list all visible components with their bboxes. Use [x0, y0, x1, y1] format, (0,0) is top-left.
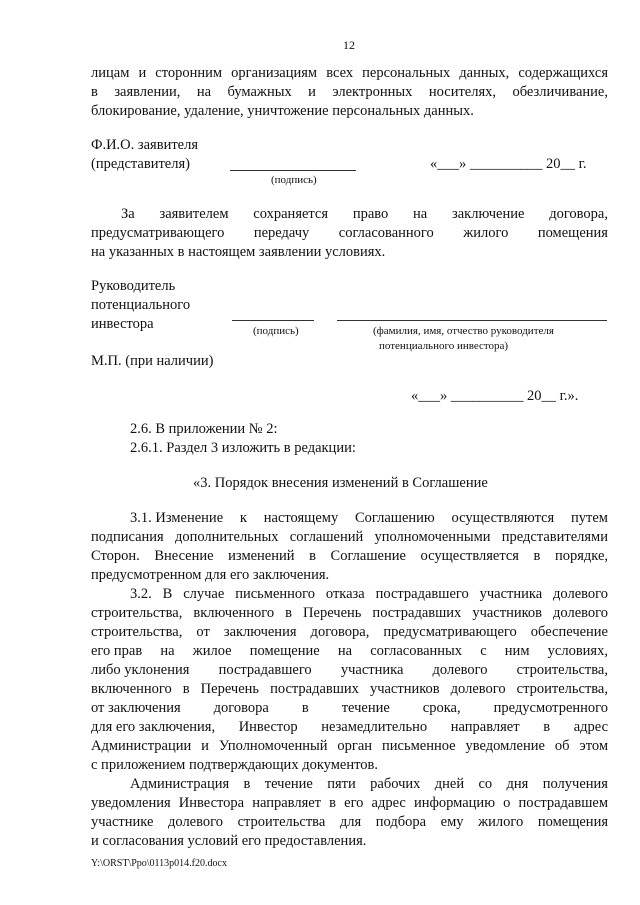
administration-line-4: и согласования условий его предоставления. — [91, 833, 367, 849]
word: участника — [340, 662, 404, 678]
clause-3-1-line-1 — [130, 509, 608, 528]
word: согласованного — [338, 225, 434, 241]
section-title: «3. Порядок внесения изменений в Соглашение — [193, 475, 488, 491]
clause-3-2-line-4 — [91, 642, 608, 661]
word: договора — [213, 700, 269, 716]
word: пяти — [327, 776, 356, 792]
word: осуществляются — [451, 510, 555, 526]
applicant-label-line-2: (представителя) — [91, 156, 190, 172]
investor-name-line — [337, 320, 607, 321]
investor-signature-line — [232, 320, 314, 321]
word: жилое — [192, 643, 232, 659]
investor-name-caption-2: потенциального инвестора) — [379, 340, 509, 352]
word: Инвестор — [238, 719, 298, 735]
word: течение — [264, 776, 313, 792]
word: помещение — [249, 643, 320, 659]
word: договора, — [549, 206, 608, 222]
word: строительства, — [516, 662, 608, 678]
word: настоящему — [263, 510, 339, 526]
word: в — [301, 700, 309, 716]
reservation-line-2 — [91, 224, 608, 243]
clause-3-2-line-10: с приложением подтверждающих документов. — [91, 757, 378, 773]
investor-label-line-2: потенциального — [91, 297, 191, 313]
clause-3-2-line-9: Администрации и Уполномоченный орган письменное уведомление об этом — [91, 738, 608, 754]
amendment-line-1: 2.6. В приложении № 2: — [130, 421, 278, 437]
applicant-label-line-1: Ф.И.О. заявителя — [91, 137, 199, 153]
word: рабочих — [370, 776, 421, 792]
word: направляет — [450, 719, 520, 735]
intro-line-3: блокирование, удаление, уничтожение персональных данных. — [91, 103, 474, 119]
word: долевого — [432, 662, 488, 678]
word: с — [480, 643, 487, 659]
word: помещения — [537, 225, 608, 241]
clause-3-2-line-8 — [91, 718, 608, 737]
administration-line-2: уведомления Инвестора направляет в его адрес информацию о пострадавшем — [91, 795, 608, 811]
administration-line-1 — [130, 775, 608, 794]
word: Администрация — [130, 776, 230, 792]
word: дня — [506, 776, 529, 792]
reservation-line-1 — [121, 205, 608, 224]
word: заключение — [452, 206, 525, 222]
word: дней — [434, 776, 465, 792]
word: 3.1. Изменение — [130, 510, 224, 526]
word: к — [239, 510, 247, 526]
applicant-signature-line — [230, 170, 356, 171]
word: ним — [504, 643, 530, 659]
word: течение — [341, 700, 390, 716]
word: адрес — [573, 719, 608, 735]
word: передачу — [253, 225, 310, 241]
clause-3-2-line-6: включенного в Перечень пострадавших участников долевого строительства, — [91, 681, 608, 697]
word: заявителем — [159, 206, 229, 222]
word: на — [160, 643, 175, 659]
clause-3-2-line-7 — [91, 699, 608, 718]
investor-label-line-3: инвестора — [91, 316, 154, 332]
footer-file-path: Y:\ORST\Ppo\0113p014.f20.docx — [91, 858, 227, 869]
word: в — [243, 776, 251, 792]
applicant-date: «___» __________ 20__ г. — [430, 156, 587, 172]
word: на — [413, 206, 428, 222]
investor-date: «___» __________ 20__ г.». — [411, 388, 579, 404]
clause-3-1-line-3: Сторон. Внесение изменений в Соглашение осуществляется в порядке, — [91, 548, 608, 564]
word: жилого — [463, 225, 509, 241]
word: незамедлительно — [321, 719, 428, 735]
clause-3-2-line-2: строительства, включенного в Перечень пострадавших участников долевого — [91, 605, 608, 621]
word: предусмотренного — [493, 700, 608, 716]
word: согласованных — [370, 643, 463, 659]
reservation-line-3: на указанных в настоящем заявлении условиях. — [91, 244, 386, 260]
clause-3-1-line-2: подписания дополнительных соглашений уполномоченными представителями — [91, 529, 608, 545]
word: получения — [542, 776, 608, 792]
investor-label-line-1: Руководитель — [91, 278, 176, 294]
word: либо уклонения — [91, 662, 190, 678]
word: право — [352, 206, 389, 222]
word: его прав — [91, 643, 143, 659]
word: в — [543, 719, 551, 735]
administration-line-3: участнике долевого строительства для подбора ему жилого помещения — [91, 814, 608, 830]
word: путем — [570, 510, 608, 526]
investor-signature-caption: (подпись) — [253, 325, 299, 337]
word: Соглашению — [354, 510, 435, 526]
clause-3-1-line-4: предусмотренном для его заключения. — [91, 567, 330, 583]
word: для его заключения, — [91, 719, 216, 735]
applicant-signature-caption: (подпись) — [271, 174, 317, 186]
amendment-line-2: 2.6.1. Раздел 3 изложить в редакции: — [130, 440, 356, 456]
word: на — [337, 643, 353, 659]
word: предусматривающего — [91, 225, 225, 241]
clause-3-2-line-5 — [91, 661, 608, 680]
intro-line-1: лицам и сторонним организациям всех персональных данных, содержащихся — [91, 65, 608, 81]
intro-line-2: в заявлении, на бумажных и электронных носителях, обезличивание, — [91, 84, 608, 100]
investor-name-caption-1: (фамилия, имя, отчество руководителя — [373, 325, 554, 337]
page-number: 12 — [343, 38, 355, 52]
word: За — [121, 206, 135, 222]
clause-3-2-line-3: строительства, от заключения договора, предусматривающего обеспечение — [91, 624, 608, 640]
stamp-label: М.П. (при наличии) — [91, 353, 214, 369]
word: сохраняется — [253, 206, 329, 222]
word: от заключения — [91, 700, 181, 716]
word: срока, — [422, 700, 461, 716]
word: пострадавшего — [218, 662, 312, 678]
word: со — [478, 776, 493, 792]
word: условиях, — [547, 643, 608, 659]
clause-3-2-line-1: 3.2. В случае письменного отказа пострадавшего участника долевого — [130, 586, 608, 602]
